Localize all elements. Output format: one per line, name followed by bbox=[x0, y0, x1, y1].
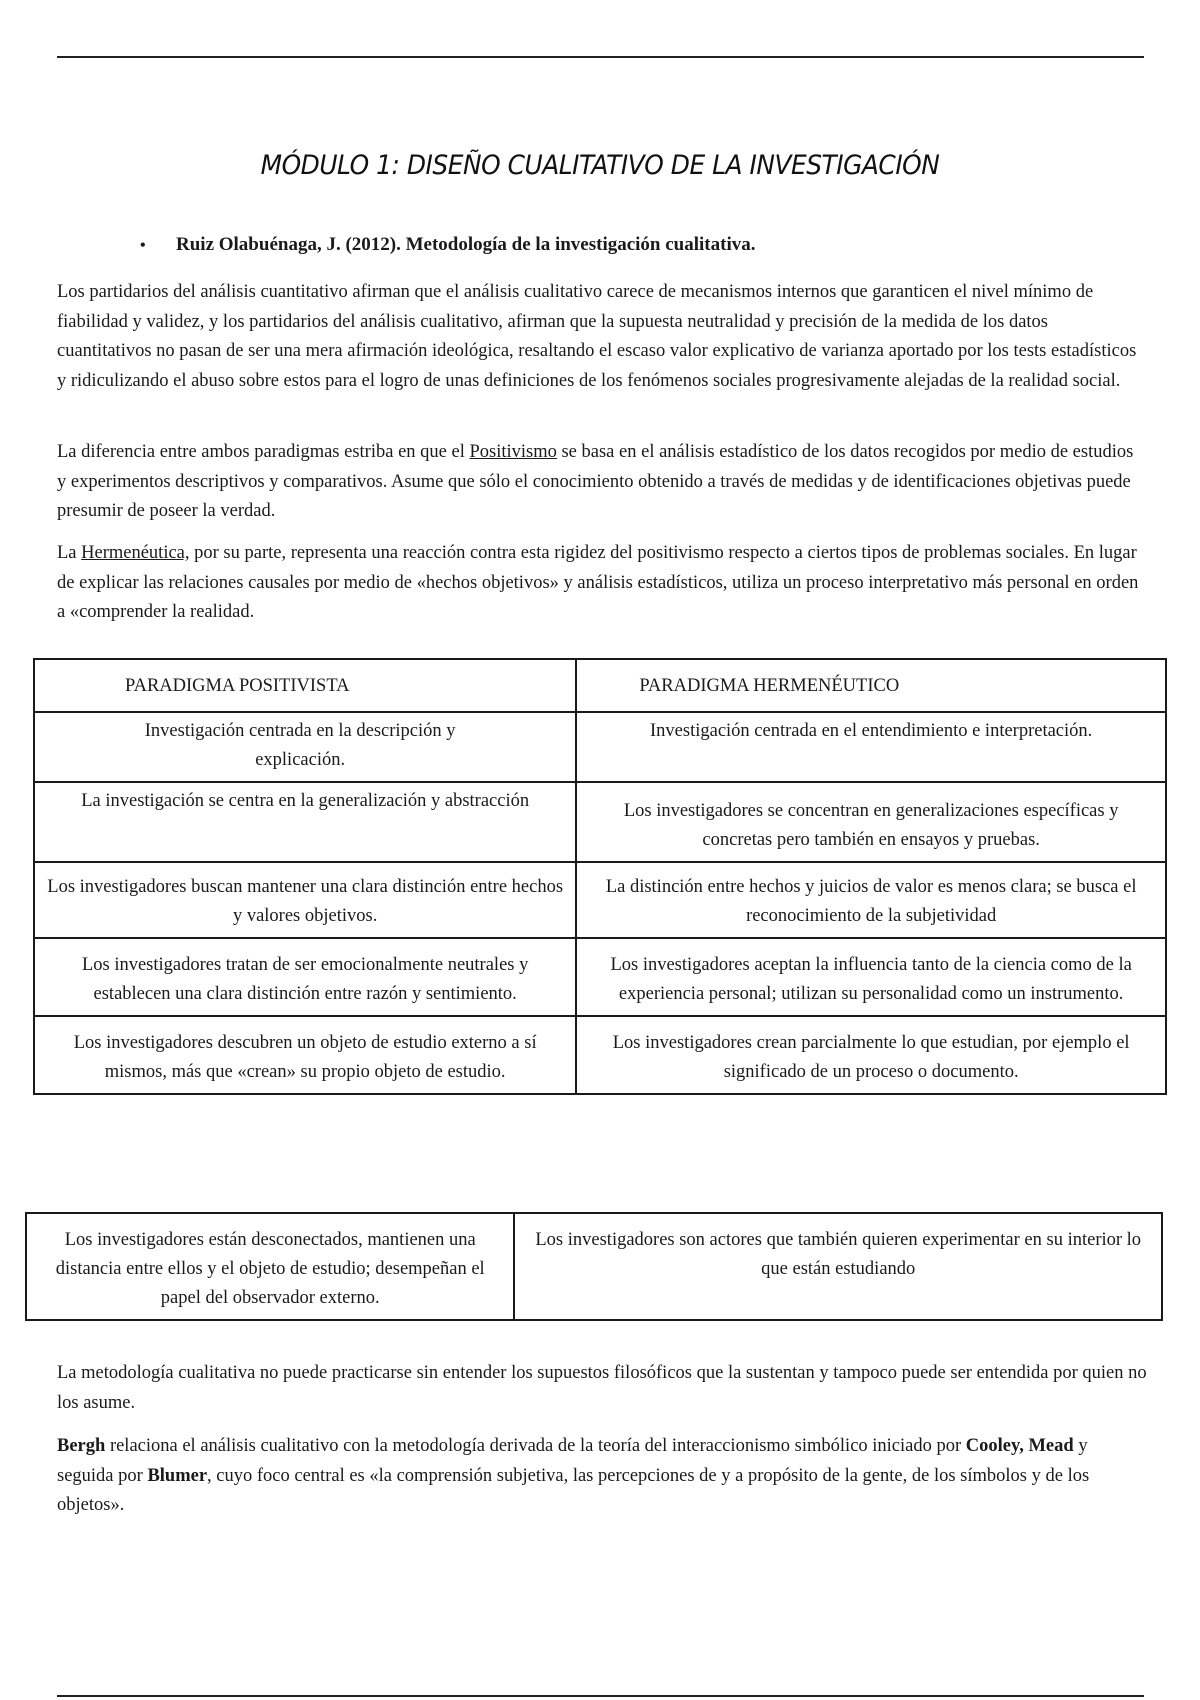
author-cooley-mead: Cooley, Mead bbox=[965, 1436, 1074, 1456]
module-title: MÓDULO 1: DISEÑO CUALITATIVO DE LA INVESTIGACIÓN bbox=[260, 150, 940, 181]
paragraph-3-end: por su parte, representa una reacción contra esta rigidez del positivismo respecto a ciertos tipos de problemas sociales. En lugar de explicar las relaciones causales por medio de «hechos objetivos» y análisis estadísticos, utiliza un proceso interpretativo más personal en orden a «comprender la realidad. bbox=[57, 543, 1139, 622]
bottom-rule bbox=[57, 1695, 1144, 1697]
author-blumer: Blumer bbox=[147, 1465, 208, 1486]
paragraph-5-text-3: , cuyo foco central es «la comprensión subjetiva, las percepciones de y a propósito de la gente, de los símbolos y de los objetos». bbox=[57, 1465, 1090, 1515]
paragraph-5-text-2: y seguida por bbox=[57, 1436, 1088, 1486]
hermeneutic-cell: Los investigadores son actores que también quieren experimentar en su interior lo que están estudiando bbox=[514, 1213, 1162, 1320]
table-row bbox=[34, 1016, 1166, 1094]
paragraph-2-end: se basa en el análisis estadístico de los datos recogidos por medio de estudios y experimentos descriptivos y comparativos. Asume que sólo el conocimiento obtenido a través de medidas y de identificaciones objetivas puede presumir de poseer la verdad. bbox=[57, 442, 1134, 521]
paragraph-3 bbox=[57, 539, 1147, 628]
positivist-cell: Los investigadores tratan de ser emocionalmente neutrales y establecen una clara distinción entre razón y sentimiento. bbox=[34, 938, 576, 1016]
paragraph-5 bbox=[57, 1432, 1147, 1521]
paragraph-3-start: La bbox=[57, 543, 82, 563]
positivist-cell: Los investigadores buscan mantener una clara distinción entre hechos y valores objetivos. bbox=[34, 862, 576, 938]
table-row bbox=[34, 862, 1166, 938]
table-row bbox=[34, 938, 1166, 1016]
positivism-term: Positivismo bbox=[469, 442, 557, 462]
hermeneutics-term: Hermenéutica, bbox=[81, 543, 190, 563]
hermeneutic-cell: Los investigadores crean parcialmente lo que estudian, por ejemplo el significado de un proceso o documento. bbox=[576, 1016, 1166, 1094]
author-bergh: Bergh bbox=[57, 1436, 106, 1456]
positivist-cell: Los investigadores están desconectados, mantienen una distancia entre ellos y el objeto de estudio; desempeñan el papel del observador externo. bbox=[26, 1213, 514, 1320]
hermeneutic-cell: La distinción entre hechos y juicios de valor es menos clara; se busca el reconocimiento de la subjetividad bbox=[576, 862, 1166, 938]
header-positivist: PARADIGMA POSITIVISTA bbox=[34, 659, 576, 712]
table-row bbox=[34, 712, 1166, 782]
paragraph-5-text-1: relaciona el análisis cualitativo con la metodología derivada de la teoría del interaccionismo simbólico iniciado por bbox=[105, 1436, 966, 1456]
header-hermeneutic: PARADIGMA HERMENÉUTICO bbox=[576, 659, 1166, 712]
hermeneutic-cell: Investigación centrada en el entendimiento e interpretación. bbox=[576, 712, 1166, 782]
paragraph-4: La metodología cualitativa no puede practicarse sin entender los supuestos filosóficos que la sustentan y tampoco puede ser entendida por quien no los asume. bbox=[57, 1363, 1147, 1413]
top-rule bbox=[57, 56, 1144, 58]
hermeneutic-cell: Los investigadores se concentran en generalizaciones específicas y concretas pero también en ensayos y pruebas. bbox=[576, 782, 1166, 862]
paradigm-comparison-table-continued bbox=[25, 1212, 1163, 1321]
reference-item bbox=[140, 234, 756, 256]
bullet-icon: • bbox=[140, 237, 146, 254]
hermeneutic-cell: Los investigadores aceptan la influencia tanto de la ciencia como de la experiencia personal; utilizan su personalidad como un instrumento. bbox=[576, 938, 1166, 1016]
paragraph-1: Los partidarios del análisis cuantitativo afirman que el análisis cualitativo carece de mecanismos internos que garanticen el nivel mínimo de fiabilidad y validez, y los partidarios del análisis cualitativo, afirman que la supuesta neutralidad y precisión de la medida de los datos cuantitativos no pasan de ser una mera afirmación ideológica, resaltando el escaso valor explicativo de varianza aportado por los tests estadísticos y ridiculizando el abuso sobre estos para el logro de unas definiciones de los fenómenos sociales progresivamente alejadas de la realidad social. bbox=[57, 282, 1137, 391]
paragraph-2-start: La diferencia entre ambos paradigmas estriba en que el bbox=[57, 442, 470, 462]
paradigm-comparison-table bbox=[33, 658, 1167, 1095]
table-row bbox=[26, 1213, 1162, 1320]
paragraph-2 bbox=[57, 438, 1147, 527]
table-row bbox=[34, 782, 1166, 862]
positivist-cell: La investigación se centra en la generalización y abstracción bbox=[34, 782, 576, 862]
table-header-row bbox=[34, 659, 1166, 712]
reference-text: Ruiz Olabuénaga, J. (2012). Metodología de la investigación cualitativa. bbox=[176, 234, 756, 255]
positivist-cell: Los investigadores descubren un objeto de estudio externo a sí mismos, más que «crean» su propio objeto de estudio. bbox=[34, 1016, 576, 1094]
positivist-cell: Investigación centrada en la descripción y explicación. bbox=[34, 712, 576, 782]
